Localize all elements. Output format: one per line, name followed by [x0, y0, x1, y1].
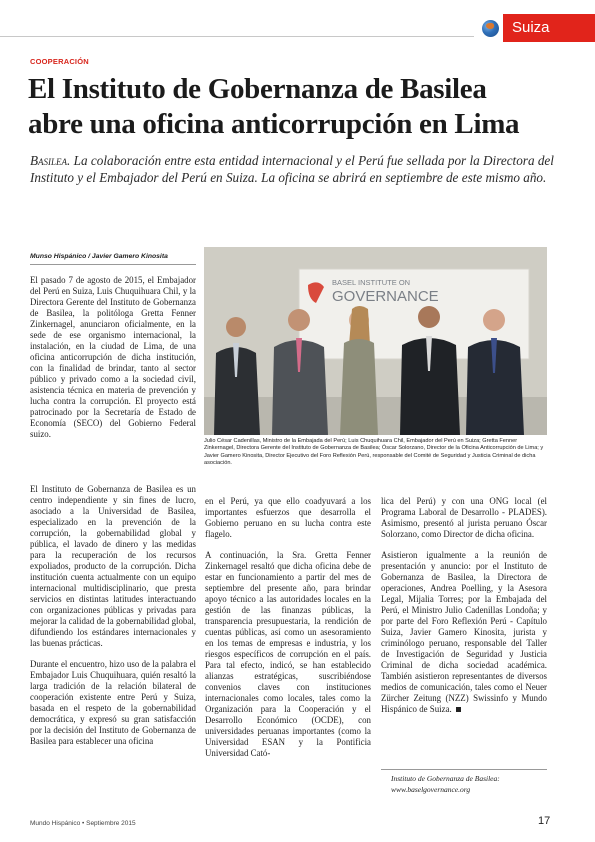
footer-publication: Mundo Hispánico • Septiembre 2015 — [30, 820, 136, 827]
photo-caption: Julio César Cadenillas, Ministro de la Embajada del Perú; Luis Chuquihuara Chil, Embajador del Perú en Suiza; Gretta Fenner Zinkernagel, Directora Gerente del Instituto de Gobernanza de Basilea; Óscar Solorzano, Director de la Oficina Anticorrupción de Lima; y Javier Gamero Kinosita, Director Ejecutivo del Foro Reflexión Perú, responsable del Comité de Seguridad y Justicia Criminal de dicha asociación. — [204, 438, 544, 467]
source-note — [391, 773, 551, 795]
headline-line-1: El Instituto de Gobernanza de Basilea — [28, 73, 487, 105]
end-of-article-mark — [456, 707, 461, 712]
globe-icon — [482, 20, 499, 37]
paragraph: lica del Perú) y con una ONG local (el Programa Laboral de Desarrollo - PLADES). Asimismo, presentó al jurista peruano Óscar Solorzano, como Director de dicha oficina. — [381, 496, 547, 539]
article-photo — [204, 247, 547, 435]
byline-rule — [30, 264, 196, 265]
deck-text: La colaboración entre esta entidad internacional y el Perú fue sellada por la Directora del Instituto y el Embajador del Perú en Suiza. La oficina se abrirá en septiembre de este mismo año. — [30, 153, 554, 185]
header-rule — [0, 36, 474, 37]
kicker: COOPERACIÓN — [30, 57, 89, 66]
column-1-bottom — [30, 484, 196, 757]
headline — [28, 72, 578, 142]
paragraph: en el Perú, ya que ello coadyuvará a los importantes esfuerzos que desarrolla el Gobierno peruano en su lucha contra este flagelo. — [205, 496, 371, 539]
paragraph: A continuación, la Sra. Gretta Fenner Zinkernagel resaltó que dicha oficina debe de estar en funcionamiento a partir del mes de septiembre del presente año, para brindar apoyo técnico a las autoridades locales en la gestión de las finanzas públicas, la transparencia presupuestaria, la rendición de cuentas públicas, así como un asesoramiento en los temas de empresas e industria, y los riesgos específicos de corrupción en el país. Para tal efecto, indicó, se han establecido alianzas estratégicas, suscribiéndose convenios claves con instituciones internacionales como locales, tales como la Organización para la Cooperación y el Desarrollo Económico (OCDE), con universidades peruanas importantes (como la Universidad ESAN y la Pontificia Universidad Cató- — [205, 550, 371, 758]
source-url[interactable]: www.baselgovernance.org — [391, 785, 471, 794]
page-number: 17 — [538, 815, 551, 827]
photo-sign-line-1: BASEL INSTITUTE ON — [332, 278, 411, 287]
section-tab — [503, 14, 595, 42]
deck — [30, 153, 570, 186]
paragraph: El Instituto de Gobernanza de Basilea es un centro independiente y sin fines de lucro, asociado a la Universidad de Basilea, especializado en la prevención de la corrupción, la gobernabilidad global y pública, el lavado de dinero y las medidas para la recuperación de los recursos expoliados, producto de la corrupción. Dicha institución cuenta actualmente con un equipo internacional multidisciplinario, que presta servicios en distintas latitudes interactuando con organizaciones públicas y privadas para mejorar la calidad de la gobernabilidad global, difundiendo los estándares internacionales y las buenas prácticas. — [30, 484, 196, 648]
paragraph: El pasado 7 de agosto de 2015, el Embajador del Perú en Suiza, Luis Chuquihuara Chil, y la Directora Gerente del Instituto de Gobernanza de Basilea, la politóloga Gretta Fenner Zinkernagel, anunciaron oficialmente, en la sede de ese organismo internacional, la instalación, en la ciudad de Lima, de una oficina anticorrupción de dicha institución, con la finalidad de brindar, tanto al sector público y privado como a la sociedad civil, asistencia técnica en materia de prevención y lucha contra la corrupción. El proyecto está patrocinado por la Secretaría de Estado de Economía (SECO) del Gobierno Federal suizo. — [30, 275, 196, 439]
source-rule — [381, 769, 547, 770]
paragraph-final-text: Asistieron igualmente a la reunión de presentación y anuncio: por el Instituto de Gobernanza de Basilea, la Directora de operaciones, Andrea Poelling, y la Asesora Legal, Mijalia Torres; por la Embajada del Perú, el Ministro Julio Cadenillas Londoña; y por parte del Foro Reflexión Perú - Capítulo Suiza, Javier Gamero Kinosita, jurista y criminólogo peruano, responsable del Taller de Investigación de Seguridad y Justicia Criminal de dicha sociedad académica. También asistieron representantes de diversos medios de comunicación, tales como el Neuer Zürcher Zeitung (NZZ) Swissinfo y Mundo Hispánico de Suiza. — [381, 550, 547, 714]
byline: Munso Hispánico / Javier Gamero Kinosita — [30, 253, 168, 260]
paragraph: Durante el encuentro, hizo uso de la palabra el Embajador Luis Chuquihuara, quién resaltó la larga tradición de la relación bilateral de cooperación existente entre Perú y Suiza, basada en el respeto de la gobernabilidad democrática, y expresó su gran satisfacción por la decisión del Instituto de Gobernanza de Basilea para establecer una oficina — [30, 659, 196, 746]
section-label: Suiza — [512, 19, 550, 36]
deck-place: Basilea. — [30, 153, 71, 168]
photo-sign-line-2: GOVERNANCE — [332, 288, 439, 305]
column-3 — [381, 496, 547, 725]
column-1-top — [30, 275, 196, 450]
source-title: Instituto de Gobernanza de Basilea: — [391, 774, 500, 783]
column-2 — [205, 496, 371, 769]
headline-line-2: abre una oficina anticorrupción en Lima — [28, 108, 520, 140]
paragraph-final — [381, 550, 547, 715]
